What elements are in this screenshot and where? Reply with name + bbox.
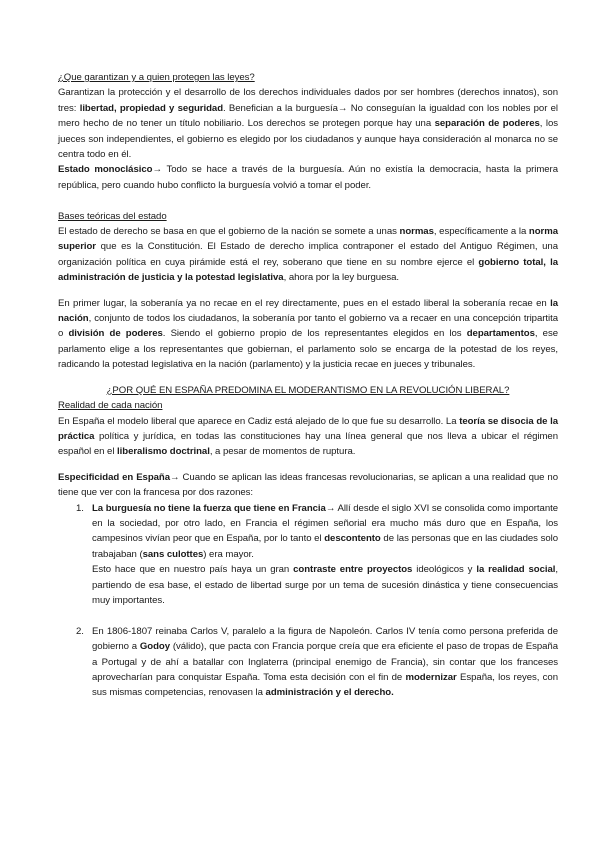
text-run: ) era mayor.: [203, 548, 254, 560]
text-run: ideológicos y: [412, 564, 477, 576]
bold-run: teoría se disocia de la práctica: [58, 415, 558, 442]
list-item-1-text: [92, 501, 558, 563]
bold-run: la realidad social: [476, 564, 556, 576]
bold-run: gobierno total: [478, 256, 544, 268]
text-run: , específicamente a la: [433, 226, 529, 238]
text-run: , a pesar de momentos de ruptura.: [209, 446, 356, 458]
bold-run: descontento: [324, 533, 381, 545]
paragraph-estado-derecho: [58, 224, 558, 286]
text-run: En España el modelo liberal que aparece en Cadiz está alejado de lo que fue su desarrollo. La: [58, 415, 460, 427]
text-run: En primer lugar, la soberanía ya no recae en el rey directamente, pues en el estado liberal la soberanía recae en: [58, 297, 551, 309]
text-run: , partiendo de esa base, el estado de libertad surge por un tema de sucesión dinástica y tiene consecuencias muy importantes.: [92, 564, 558, 606]
text-run: España, los reyes, con sus mismas competencias, renovasen la: [92, 672, 558, 699]
bold-run: liberalismo doctrinal: [117, 446, 210, 458]
section-heading-leyes: ¿Que garantizan y a quien protegen las leyes?: [58, 72, 255, 83]
bold-run: modernizar: [405, 672, 457, 683]
list-number: 1.: [76, 502, 84, 514]
text-run: que es la Constitución. El Estado de derecho implica contraponer el estado del Antiguo Régimen, una organización política en cuya pirámide está el rey, soberano que tiene en su nombre ejerce el: [58, 241, 558, 268]
bold-run: Godoy: [139, 641, 170, 653]
bold-run: la nación: [58, 297, 558, 325]
paragraph-garantias: [58, 85, 558, 162]
text-run: Garantizan la protección y el desarrollo de los derechos individuales dados por ser hombres (derechos innatos), son tres:: [58, 87, 558, 114]
text-run: . Siendo el gobierno propio de los representantes elegidos en los: [162, 328, 467, 340]
list-item-1-continuation: [92, 562, 558, 608]
text-run: , ese parlamento elige a los representantes que gobiernan, el parlamento solo se encarga de la potestad de los reyes, radicando la potestad legislativa en la nación (parlamento) y la justicia recae en jueces y tribunales.: [58, 328, 558, 371]
list-number: 2.: [76, 625, 84, 637]
text-run: política y jurídica, en todas las constituciones hay una línea general que nos lleva a ubicar el régimen español en el: [58, 430, 558, 458]
text-run: (válido), que pacta con Francia porque creía que era eficiente el paso de tropas de España a Portugal y de ahí a batallar con Inglaterra (principal enemigo de Francia), sin contar que los franceses aprovecharían para conquistar España. Toma esta decisión con el fin de: [92, 641, 558, 683]
bold-run: norma superior: [58, 226, 558, 253]
text-run: , los jueces son independientes, el gobierno es elegido por los ciudadanos y aunque haya consideración al monarca no se centra todo en él.: [58, 118, 558, 161]
text-run: , ahora por la ley burguesa.: [283, 272, 400, 284]
list-item-2: [58, 624, 558, 701]
bold-run: ,: [543, 256, 551, 268]
bold-run: Estado monoclásico: [58, 164, 153, 176]
bold-run: separación de poderes: [434, 118, 540, 130]
text-run: de las personas que en las ciudades solo trabajaban (: [92, 533, 559, 560]
text-run: → Todo se hace a través de la burguesía. Aún no existía la democracia, hasta la primera república, pero cuando hubo conflicto la burguesía volvió a tomar el poder.: [58, 164, 558, 191]
bold-run: división de poderes: [68, 328, 163, 340]
bold-run: Especificidad en España: [58, 471, 171, 483]
bold-run: normas: [399, 226, 434, 238]
section-title-moderantismo: ¿POR QUÉ EN ESPAÑA PREDOMINA EL MODERANTISMO EN LA REVOLUCIÓN LIBERAL?: [106, 384, 510, 396]
bold-run: contraste entre proyectos: [293, 564, 413, 576]
text-run: , conjunto de todos los ciudadanos, la soberanía por tanto el gobierno va a recaer en una concepción tripartita o: [58, 313, 558, 340]
text-run: → Allí desde el siglo XVI se consolida como importante en la sociedad, por otro lado, en Francia el régimen señorial era mucho más duro que en España, los campesinos vivían peor que en España, por lo tanto el: [92, 502, 559, 545]
bold-run: sans culottes: [142, 548, 204, 560]
bold-run: La burguesía no tiene la fuerza que tiene en Francia: [92, 502, 326, 514]
paragraph-modelo-liberal: [58, 414, 558, 460]
bold-run: administración y el derecho.: [265, 687, 394, 699]
list-item-2-text: [92, 624, 558, 701]
paragraph-especificidad: [58, 470, 558, 501]
document-page: [58, 70, 558, 701]
section-heading-bases: Bases teóricas del estado: [58, 210, 167, 222]
list-item-1: [58, 501, 558, 609]
text-run: El estado de derecho se basa en que el gobierno de la nación se somete a unas: [58, 226, 400, 238]
bold-run: departamentos: [466, 328, 535, 340]
section-subheading-realidad: Realidad de cada nación: [58, 400, 163, 412]
numbered-list: [58, 501, 558, 701]
bold-run: libertad, propiedad y seguridad: [79, 102, 224, 114]
text-run: → Cuando se aplican las ideas francesas revolucionarias, se aplican a una realidad que no tiene que ver con la francesa por dos razones:: [58, 471, 558, 499]
text-run: Esto hace que en nuestro país haya un gran: [92, 564, 294, 576]
bold-run: la administración de justicia y la potestad legislativa: [58, 256, 558, 284]
paragraph-estado-monoclasico: [58, 162, 558, 193]
text-run: En 1806-1807 reinaba Carlos V, paralelo a la figura de Napoleón. Carlos IV tenía como persona preferida de gobierno a: [92, 625, 558, 653]
text-run: . Benefician a la burguesía→ No conseguían la igualdad con los nobles por el mero hecho de no tener un título nobiliario. Los derechos se protegen porque hay una: [58, 102, 558, 130]
paragraph-soberania: [58, 296, 558, 373]
